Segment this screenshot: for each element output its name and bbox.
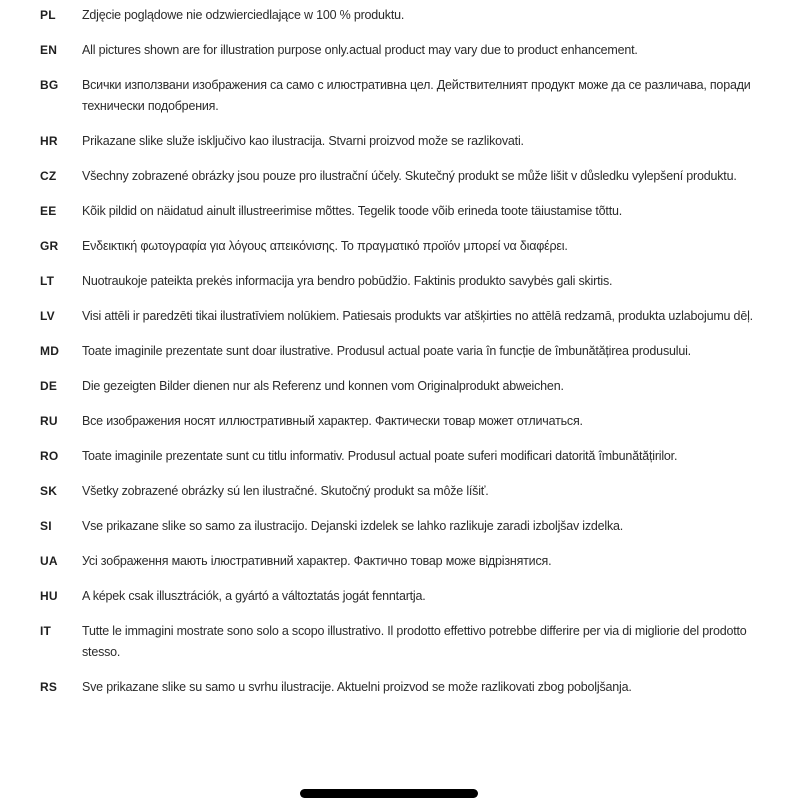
disclaimer-row <box>40 411 770 432</box>
disclaimer-row <box>40 236 770 257</box>
disclaimer-text: Všechny zobrazené obrázky jsou pouze pro ilustrační účely. Skutečný produkt se může lišit v důsledku vylepšení produktu. <box>82 169 737 183</box>
disclaimer-text: Kõik pildid on näidatud ainult illustreerimise mõttes. Tegelik toode võib erineda toote täiustamise tõttu. <box>82 204 623 218</box>
disclaimer-text: Усі зображення мають ілюстративний характер. Фактично товар може відрізнятися. <box>82 554 552 568</box>
language-code-label: SK <box>40 484 58 498</box>
disclaimer-row <box>40 376 770 397</box>
disclaimer-text: Die gezeigten Bilder dienen nur als Referenz und konnen vom Originalprodukt abweichen. <box>82 379 564 393</box>
language-code-label: IT <box>40 624 52 638</box>
disclaimer-row <box>40 341 770 362</box>
disclaimer-text: Всички използвани изображения са само с илюстративна цел. Действителният продукт може да се различава, поради технически подобрения. <box>82 78 751 113</box>
language-code-label: RO <box>40 449 59 463</box>
disclaimer-row <box>40 551 770 572</box>
disclaimer-text: Visi attēli ir paredzēti tikai ilustratīviem nolūkiem. Patiesais produkts var atšķirties no attēlā redzamā, produkta uzlabojumu dēļ. <box>82 309 753 323</box>
disclaimer-text: Toate imaginile prezentate sunt cu titlu informativ. Produsul actual poate suferi modificari datorită îmbunătățirilor. <box>82 449 678 463</box>
disclaimer-row <box>40 201 770 222</box>
language-code-label: RU <box>40 414 58 428</box>
disclaimer-text: Zdjęcie poglądowe nie odzwierciedlające w 100 % produktu. <box>82 8 405 22</box>
disclaimer-row <box>40 75 770 117</box>
disclaimer-row <box>40 677 770 698</box>
disclaimer-text: Vse prikazane slike so samo za ilustracijo. Dejanski izdelek se lahko razlikuje zaradi izboljšav izdelka. <box>82 519 624 533</box>
disclaimer-list <box>40 5 770 698</box>
disclaimer-row <box>40 306 770 327</box>
disclaimer-page <box>40 5 770 712</box>
disclaimer-row <box>40 5 770 26</box>
language-code-label: EE <box>40 204 57 218</box>
language-code-label: UA <box>40 554 58 568</box>
disclaimer-row <box>40 621 770 663</box>
disclaimer-row <box>40 166 770 187</box>
disclaimer-text: Prikazane slike služe isključivo kao ilustracija. Stvarni proizvod može se razlikovati. <box>82 134 524 148</box>
disclaimer-text: Все изображения носят иллюстративный характер. Фактически товар может отличаться. <box>82 414 583 428</box>
bottom-bar <box>300 789 478 798</box>
disclaimer-row <box>40 40 770 61</box>
disclaimer-text: Sve prikazane slike su samo u svrhu ilustracije. Aktuelni proizvod se može razlikovati zbog poboljšanja. <box>82 680 632 694</box>
language-code-label: HU <box>40 589 58 603</box>
disclaimer-text: Všetky zobrazené obrázky sú len ilustračné. Skutočný produkt sa môže líšiť. <box>82 484 489 498</box>
disclaimer-text: All pictures shown are for illustration purpose only.actual product may vary due to product enhancement. <box>82 43 638 57</box>
disclaimer-text: Tutte le immagini mostrate sono solo a scopo illustrativo. Il prodotto effettivo potrebbe differire per via di migliorie del prodotto stesso. <box>82 624 747 659</box>
language-code-label: GR <box>40 239 59 253</box>
disclaimer-row <box>40 586 770 607</box>
disclaimer-text: A képek csak illusztrációk, a gyártó a változtatás jogát fenntartja. <box>82 589 426 603</box>
language-code-label: MD <box>40 344 60 358</box>
disclaimer-text: Ενδεικτική φωτογραφία για λόγους απεικόνισης. Το πραγματικό προϊόν μπορεί να διαφέρει. <box>82 239 568 253</box>
disclaimer-text: Nuotraukoje pateikta prekės informacija yra bendro pobūdžio. Faktinis produkto savybės gali skirtis. <box>82 274 613 288</box>
language-code-label: BG <box>40 78 59 92</box>
disclaimer-row <box>40 446 770 467</box>
disclaimer-row <box>40 131 770 152</box>
language-code-label: DE <box>40 379 58 393</box>
disclaimer-row <box>40 271 770 292</box>
language-code-label: LV <box>40 309 55 323</box>
language-code-label: RS <box>40 680 58 694</box>
language-code-label: CZ <box>40 169 57 183</box>
language-code-label: SI <box>40 519 52 533</box>
language-code-label: HR <box>40 134 58 148</box>
disclaimer-row <box>40 481 770 502</box>
language-code-label: LT <box>40 274 55 288</box>
disclaimer-text: Toate imaginile prezentate sunt doar ilustrative. Produsul actual poate varia în funcție de îmbunătățirea produsului. <box>82 344 691 358</box>
language-code-label: PL <box>40 8 56 22</box>
language-code-label: EN <box>40 43 58 57</box>
disclaimer-row <box>40 516 770 537</box>
